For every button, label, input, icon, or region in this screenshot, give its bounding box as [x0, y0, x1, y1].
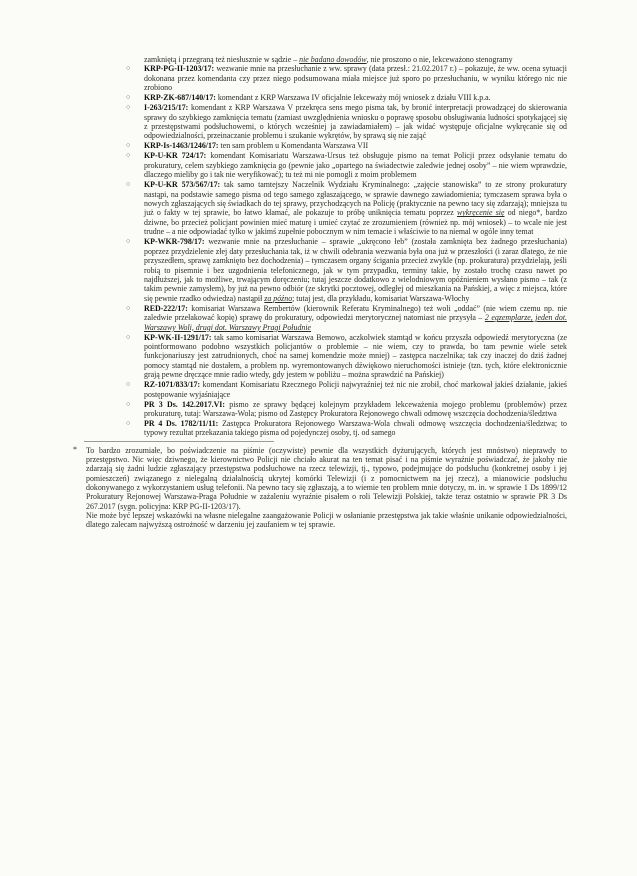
bullet-icon: ○ [126, 64, 131, 73]
case-text: Zastępca Prokuratora Rejonowego Warszawa-Wola chwali odmowę wszczęcia dochodzenia/śledztwa; to typowy rezultat przekazania takiego pisma od pojedynczej osoby, tj. od samego [144, 418, 567, 438]
list-item [126, 303, 567, 332]
list-item [126, 141, 567, 151]
case-code: KP-WK-II-1291/17: [144, 332, 212, 342]
list-item [126, 180, 567, 237]
list-item [126, 332, 567, 380]
list-item [126, 103, 567, 141]
continuation-text-after: , nie proszono o nie, lekceważono stenogramy [366, 55, 513, 64]
list-item [126, 399, 567, 419]
case-code: KP-U-KR 573/567/17: [144, 180, 221, 190]
case-text: komendant Komisariatu Rzecznego Policji najwyraźniej też nic nie zrobił, choć markował jakieś działanie, jakieś postępowanie wyjaśniające [144, 380, 567, 399]
case-text: komendant z KRP Warszawa V przekręca sens mego pisma tak, by bronić interpretacji prowadzącej do skierowania sprawy do szybkiego zamknięcia tematu (zamiast uwzględnienia wniosku o poprawę sposobu obsługiwania ludności spotykającej się z przestępstwami podsłuchowemi, o których wcześniej ja zawiadamiałem) – jak widać występuje oficjalne wykręcanie się od odpowiedzialności, przeinaczanie problemu i szukanie wykrętów, by sprawą się nie zająć [144, 103, 567, 141]
case-text: tak samo komisariat Warszawa Bemowo, aczkolwiek stamtąd w końcu przyszła odpowiedź merytoryczna (ze pointformowano podobno wszystkich policjantów o problemie – nie wiem, czy to prawda, bo tam pewnie wiele setek funkcjonariuszy jest zatrudnionych, choć na samej komendzie może mniej) – zastępca naczelnika; tak czy inaczej do dziś żadnej pomocy stamtąd nie dostałem, a problem np. wyremontowanych dźwiękowo nieruchomości istnieje (tzn. tych, które elektronicznie grają pewne dręczące mnie radio wtedy, gdy jestem w pobliżu – można sprawdzić na Pańskiej) [144, 332, 567, 380]
case-code: PR 4 Ds. 1782/11/11: [144, 418, 219, 428]
bullet-icon: ○ [126, 151, 131, 160]
case-code: KRP-ZK-687/140/17: [144, 93, 216, 103]
list-item [126, 418, 567, 438]
case-text: ten sam problem u Komendanta Warszawa VII [218, 141, 369, 151]
case-link: wykręcenie się [456, 208, 505, 218]
case-text: komendant Komisariatu Warszawa-Ursus też obsługuje pismo na temat Policji przez odsyłanie tematu do prokuratury, celem szybkiego zamknięcia go (pewnie jako „opartego na świadectwie zaledwie jednej osoby” – nie wiem wprawdzie, dlaczego mieliby go i tak nie weryfikować); tu też mi nie pomogli z moim problemem [144, 151, 567, 180]
case-code: KRP-Is-1463/1246/17: [144, 141, 219, 151]
case-text: pismo ze sprawy będącej kolejnym przykładem lekceważenia mojego problemu (problemów) przez prokuraturę, tutaj: Warszawa-Wola; pismo od Zastępcy Prokuratora Rejonowego chwali odmowę wszczęcia dochodzenia/śledztwa [144, 399, 567, 418]
continuation-link: nie badano dowodów [299, 55, 367, 64]
footnote-mark: * [73, 444, 77, 454]
case-link: 2 egzemplarze, jeden dot. Warszawy Woli, drugi dot. Warszawy Pragi Południe [144, 313, 567, 332]
case-code: I-263/215/17: [144, 103, 189, 113]
bullet-icon: ○ [126, 380, 131, 389]
footnote-separator [84, 441, 274, 442]
bullet-icon: ○ [126, 237, 131, 246]
case-text: komendant z KRP Warszawa IV oficjalnie lekceważy mój wniosek z działu VIII k.p.a. [215, 93, 491, 103]
case-list [78, 64, 567, 437]
bullet-icon: ○ [126, 399, 131, 408]
bullet-icon: ○ [126, 103, 131, 112]
bullet-icon: ○ [126, 180, 131, 189]
list-item [126, 64, 567, 93]
case-tail: od niego*, bardzo dziwne, bo przecież policjant powinien mieć maturę i umieć czytać ze zrozumieniem (również np. mój wniosek) – to wcale nie jest trudne – a nie odpowiadać tylko w jakimś zupełnie pobocznym w nim temacie i właściwie to na niemal w ogóle inny temat [144, 208, 567, 237]
continuation-paragraph [144, 55, 567, 64]
case-text: wezwanie mnie na przesłuchanie z ww. sprawy (data przesł.: 21.02.2017 r.) – pokazuje, że ww. ocena sytuacji dokonana przez komendanta czy przez niego podsumowana miała miejsce już sporo po przesłuchaniu, w wyniku którego nic nie zrobiono [144, 64, 567, 93]
footnote-paragraph: Nie może być lepszej wskazówki na własne nielegalne zaangażowanie Policji w osłanianie przestępstwa jak takie właśnie unikanie odpowiedzialności, dlatego zalecam najwyższą ostrożność w darzeniu jej zaufaniem w tej sprawie. [86, 510, 567, 530]
case-code: KP-WKR-798/17: [144, 237, 205, 247]
continuation-text-before: zamkniętą i przegraną też niesłusznie w sądzie – [144, 55, 300, 64]
case-code: RED-222/17: [144, 303, 188, 313]
case-text: komisariat Warszawa Rembertów (kierownik Referatu Kryminalnego) też woli „oddać” (nie wiem czemu np. nie zaledwie przełakować kopię) sprawę do prokuratury, odpowiedzi merytorycznej natomiast nie przysyła – [144, 303, 567, 323]
case-code: PR 3 Ds. 142.2017.VI: [144, 399, 226, 409]
case-code: KP-U-KR 724/17: [144, 151, 207, 161]
case-code: KRP-PG-II-1203/17: [144, 64, 215, 74]
footnote [73, 444, 567, 530]
list-item [126, 93, 567, 103]
case-text: wezwanie mnie na przesłuchanie – sprawie „ukręcono łeb” (została zamknięta bez żadnego przesłuchania) poprzez przydzielenie złej daty przesłuchania tak, iż w chwili odebrania wezwania była ona już w przeszłości (i zaraz dlatego, że nie przyszedłem, sprawę zamknięto bez dochodzenia) – tymczasem organy ścigania przecież zwykle (np. prokuratura) przydzielają, jeśli robią to pisemnie i bez uzgodnienia telefonicznego, jak w tym przypadku, terminy takie, by zostało trochę czasu nawet po najdłuższej, jak to możliwe, trwającym doręczeniu; tutaj jeszcze dodatkowo z wielodniowym opóźnieniem wysłano pismo – tak (z takim pewnie zamysłem), by już na pewno odbiór (ze skrytki pocztowej, odległej od mieszkania na Pańskiej, a więc z miejsca, które się pewnie rzadko odwiedza) nastąpił [144, 237, 567, 303]
case-code: RZ-1071/833/17: [144, 380, 201, 390]
bullet-icon: ○ [126, 303, 131, 312]
list-item [126, 151, 567, 180]
case-text: tak samo tamtejszy Naczelnik Wydziału Kryminalnego: „zajęcie stanowiska” to ze strony prokuratury nastąpi, na podstawie samego pisma od tego samego zgłaszającego, w sprawie dawnego zawiadomienia; tymczasem sprawa była o nowych zgłaszających się świadkach do tej sprawy, przychodzących na Policję (praktycznie na pewno tacy się zdarzają); mniejsza tu już o fakty w tej sprawie, bo łatwo kłamać, ale pokazuje to próbę uniknięcia tematu poprzez [144, 180, 567, 218]
case-link: za późno [264, 293, 293, 303]
case-tail: ; tutaj jest, dla przykładu, komisariat Warszawa-Włochy [292, 293, 470, 303]
list-item [126, 237, 567, 303]
list-item [126, 380, 567, 399]
bullet-icon: ○ [126, 418, 131, 427]
bullet-icon: ○ [126, 141, 131, 150]
footnote-paragraph: To bardzo zrozumiałe, bo poświadczenie na piśmie (oczywiste) pewnie dla wszystkich dyżurujących, których jest mnóstwo) nieprawdy to przestępstwo. Nic więc dziwnego, że kierownictwo Policji nie chciało akurat na ten temat pisać i na piśmie wyraźnie poświadczać, że jakoby nie zdarzają się żadni ludzie zgłaszający przestępstwa podsłuchowe na rzecz telewizji, tj., typowo, podejmujące do podsłuchu (konkretnej osoby i jej pomieszczeń) związanego z nielegalną działalnością ukrytej komórki Telewizji (i z pomocnictwem na jej rzecz), a mianowicie podsłuchu dokonywanego z wykorzystaniem usług telefonii. Na pewno tacy się zgłaszają, a to wiemie ten problem mnie dotyczy, m. in. w sprawie 1 Ds 1899/12 Prokuratury Rejonowej Warszawa-Praga Południe w zażaleniu wyraźnie pisałem o roli Telewizji Polskiej, także teraz ostatnio w sprawie PR 3 Ds 267.2017 (sygn. policyjna: KRP PG-II-1203/17). [86, 445, 567, 511]
bullet-icon: ○ [126, 93, 131, 102]
bullet-icon: ○ [126, 332, 131, 341]
